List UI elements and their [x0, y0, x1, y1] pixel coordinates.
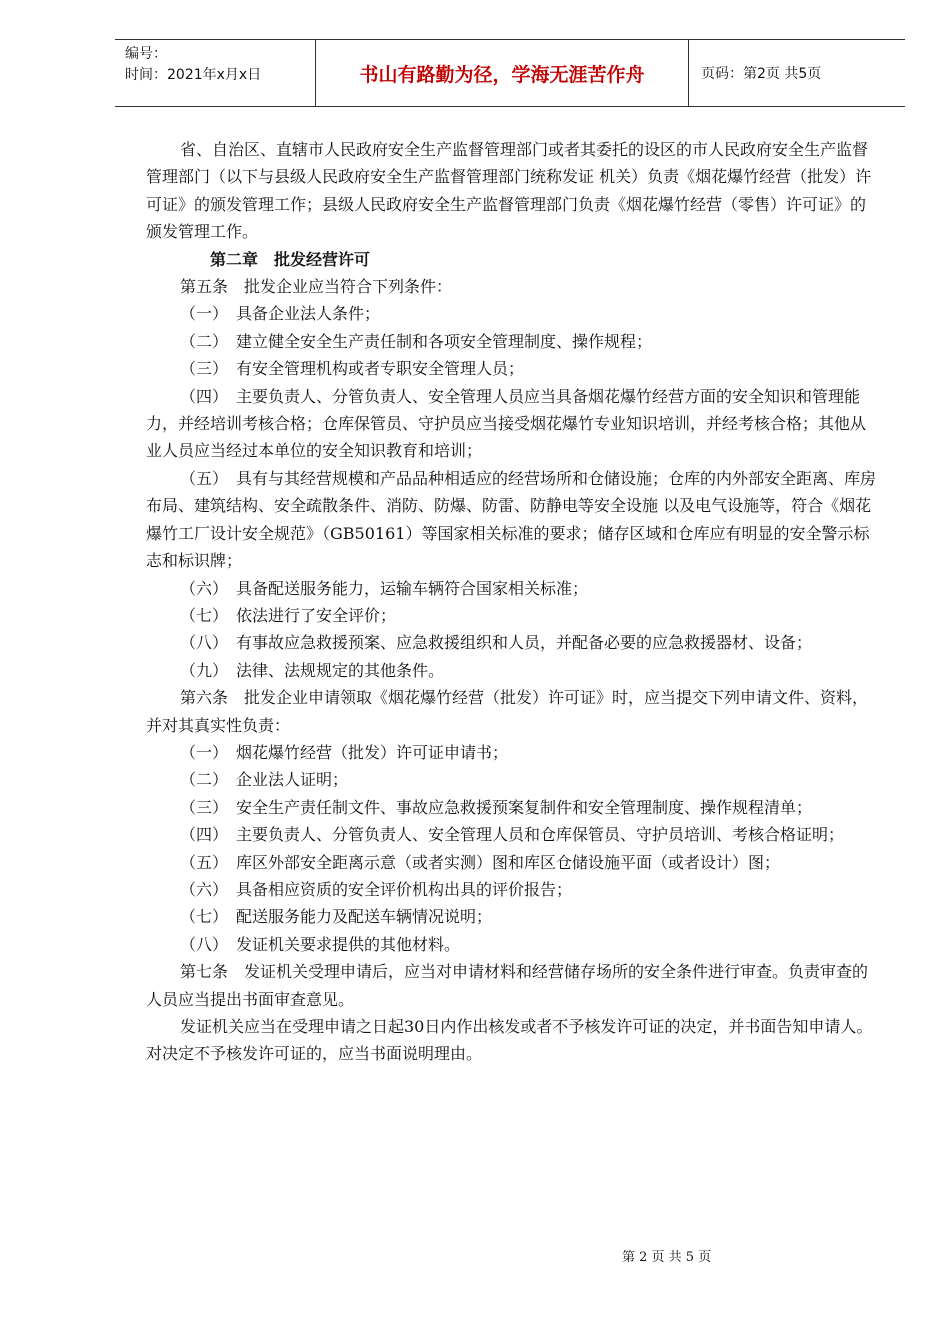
list-item: （九） 法律、法规规定的其他条件。	[180, 660, 445, 680]
list-item: （一） 烟花爆竹经营（批发）许可证申请书；	[180, 742, 509, 762]
list-item: （五） 具有与其经营规模和产品品种相适应的经营场所和仓储设施；仓库的内外部安全距离、库房布局、建筑结构、安全疏散条件、消防、防爆、防雷、防静电等安全设施 以及电气设施等，符合《烟花爆竹工厂设计安全规范》（GB50161）等国家相关标准的要求；储存区域和仓库应有明显的安全警示标志和标识牌；	[146, 468, 877, 571]
page-footer: 第 2 页 共 5 页	[622, 1250, 712, 1265]
list-item: （二） 建立健全安全生产责任制和各项安全管理制度、操作规程；	[180, 331, 653, 351]
list-item: （四） 主要负责人、分管负责人、安全管理人员应当具备烟花爆竹经营方面的安全知识和管理能力，并经培训考核合格；仓库保管员、守护员应当接受烟花爆竹专业知识培训，并经考核合格；其他从业人员应当经过本单位的安全知识教育和培训；	[146, 386, 867, 461]
header-meta	[115, 40, 315, 106]
article-6: 第六条 批发企业申请领取《烟花爆竹经营（批发）许可证》时，应当提交下列申请文件、资料，并对其真实性负责：	[146, 688, 869, 735]
paragraph: 发证机关应当在受理申请之日起30日内作出核发或者不予核发许可证的决定，并书面告知申请人。对决定不予核发许可证的，应当书面说明理由。	[146, 1017, 873, 1064]
document-number-label: 编号：	[125, 46, 167, 62]
list-item: （八） 有事故应急救援预案、应急救援组织和人员，并配备必要的应急救援器材、设备；	[180, 633, 813, 653]
list-item: （三） 安全生产责任制文件、事故应急救援预案复制件和安全管理制度、操作规程清单；	[180, 797, 813, 817]
article-5: 第五条 批发企业应当符合下列条件：	[180, 277, 453, 297]
list-item: （三） 有安全管理机构或者专职安全管理人员；	[180, 359, 525, 379]
list-item: （八） 发证机关要求提供的其他材料。	[180, 934, 461, 954]
list-item: （七） 配送服务能力及配送车辆情况说明；	[180, 907, 493, 927]
paragraph: 省、自治区、直辖市人民政府安全生产监督管理部门或者其委托的设区的市人民政府安全生产监督管理部门（以下与县级人民政府安全生产监督管理部门统称发证 机关）负责《烟花爆竹经营（批发）许可证》的颁发管理工作；县级人民政府安全生产监督管理部门负责《烟花爆竹经营（零售）许可证》的颁发管理工作。	[146, 140, 872, 242]
document-time-label: 时间：2021年x月x日	[125, 67, 262, 83]
list-item: （七） 依法进行了安全评价；	[180, 605, 397, 625]
list-item: （二） 企业法人证明；	[180, 770, 349, 790]
list-item: （五） 库区外部安全距离示意（或者实测）图和库区仓储设施平面（或者设计）图；	[180, 852, 781, 872]
header-page-number: 页码：第2页 共5页	[701, 66, 822, 82]
list-item: （六） 具备配送服务能力，运输车辆符合国家相关标准；	[180, 578, 589, 598]
header-motto: 书山有路勤为径，学海无涯苦作舟	[315, 40, 689, 106]
article-7: 第七条 发证机关受理申请后，应当对申请材料和经营储存场所的安全条件进行审查。负责审查的人员应当提出书面审查意见。	[146, 962, 869, 1009]
list-item: （六） 具备相应资质的安全评价机构出具的评价报告；	[180, 879, 573, 899]
page-header	[115, 39, 905, 107]
document-body	[146, 136, 876, 1068]
list-item: （一） 具备企业法人条件；	[180, 304, 381, 324]
chapter-heading: 第二章 批发经营许可	[210, 249, 371, 269]
list-item: （四） 主要负责人、分管负责人、安全管理人员和仓库保管员、守护员培训、考核合格证明；	[180, 825, 845, 845]
